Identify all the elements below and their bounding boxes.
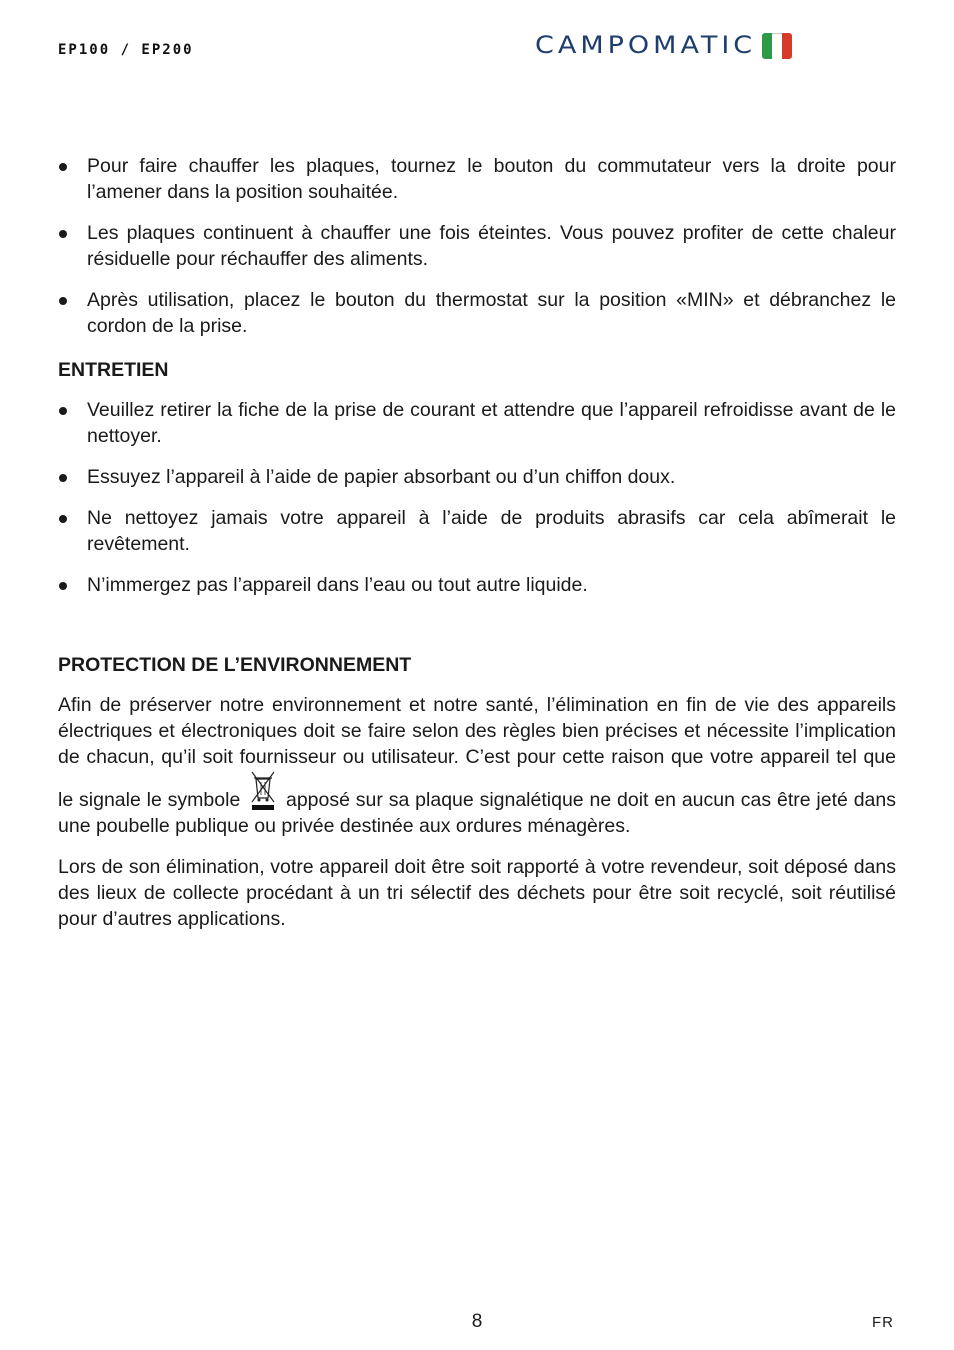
paragraph-text: apposé sur sa plaque signalétique ne doit en aucun cas être jeté dans une poubelle publique ou privée destinée aux ordures ménagères. bbox=[58, 789, 896, 837]
environment-paragraph bbox=[58, 692, 896, 839]
environment-heading: PROTECTION DE L’ENVIRONNEMENT bbox=[58, 654, 412, 676]
model-label: EP100 / EP200 bbox=[58, 42, 194, 58]
usage-list bbox=[58, 153, 896, 339]
crossed-bin-icon bbox=[250, 770, 276, 812]
maintenance-heading: ENTRETIEN bbox=[58, 359, 169, 381]
brand-logo bbox=[535, 30, 792, 61]
list-item: Les plaques continuent à chauffer une fois éteintes. Vous pouvez profiter de cette chaleur résiduelle pour réchauffer des aliments. bbox=[58, 220, 896, 272]
maintenance-list bbox=[58, 397, 896, 598]
list-item: Pour faire chauffer les plaques, tournez le bouton du commutateur vers la droite pour l’amener dans la position souhaitée. bbox=[58, 153, 896, 205]
list-item: Après utilisation, placez le bouton du thermostat sur la position «MIN» et débranchez le cordon de la prise. bbox=[58, 287, 896, 339]
list-item: Essuyez l’appareil à l’aide de papier absorbant ou d’un chiffon doux. bbox=[58, 464, 896, 490]
page-number: 8 bbox=[471, 1311, 483, 1332]
list-item: N’immergez pas l’appareil dans l’eau ou tout autre liquide. bbox=[58, 572, 896, 598]
environment-paragraph: Lors de son élimination, votre appareil doit être soit rapporté à votre revendeur, soit déposé dans des lieux de collecte procédant à un tri sélectif des déchets pour être soit recyclé, soit réutilisé pour d’autres applications. bbox=[58, 856, 896, 930]
brand-name: CAMPOMATIC bbox=[535, 31, 757, 60]
list-item: Veuillez retirer la fiche de la prise de courant et attendre que l’appareil refroidisse avant de le nettoyer. bbox=[58, 397, 896, 449]
paragraph-text: Afin de préserver notre environnement et notre santé, l’élimination en fin de vie des appareils électriques et électroniques doit se faire selon des règles bien précises et nécessite l’implication de chacun, qu’il soit fournisseur ou utilisateur. C’est pour cette raison que votre appareil tel que le signale le symbole bbox=[58, 694, 896, 811]
italian-flag-icon bbox=[762, 33, 792, 59]
language-code: FR bbox=[872, 1314, 894, 1331]
list-item: Ne nettoyez jamais votre appareil à l’aide de produits abrasifs car cela abîmerait le revêtement. bbox=[58, 505, 896, 557]
page-content bbox=[58, 153, 896, 947]
